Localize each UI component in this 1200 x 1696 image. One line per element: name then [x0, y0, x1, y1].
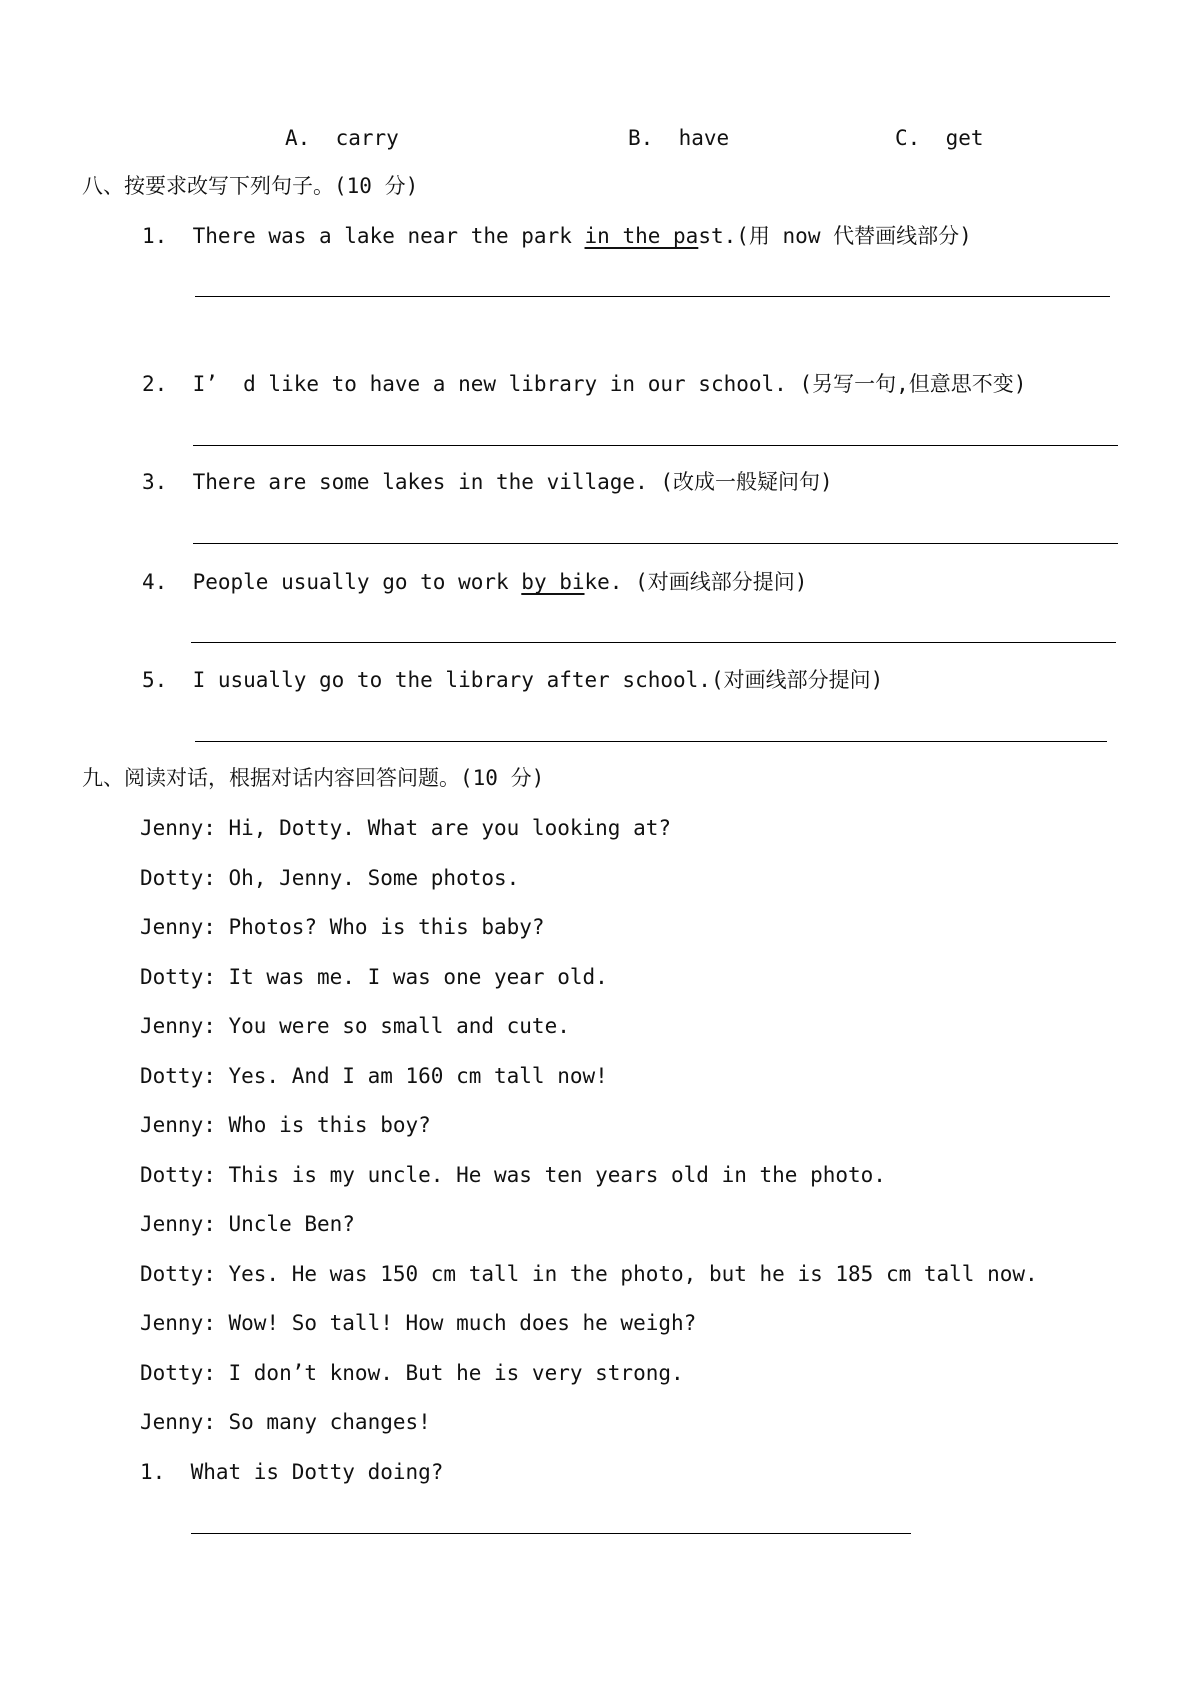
dialogue-line: Jenny: Hi, Dotty. What are you looking at?: [140, 816, 672, 840]
question-8-2: 2. I’ d like to have a new library in our school. (另写一句,但意思不变): [142, 372, 1027, 396]
answer-line-8-5[interactable]: [195, 741, 1107, 742]
question-8-4-instruction: ke. (对画线部分提问): [584, 570, 808, 594]
dialogue-line: Jenny: Uncle Ben?: [140, 1212, 355, 1236]
question-8-4-underlined: by bi: [521, 570, 585, 594]
question-8-1-text: 1. There was a lake near the park: [142, 224, 585, 248]
option-c: C. get: [895, 126, 984, 150]
question-9-1: 1. What is Dotty doing?: [140, 1460, 444, 1484]
section-8-heading: 八、按要求改写下列句子。(10 分): [82, 174, 419, 198]
option-b: B. have: [628, 126, 730, 150]
question-8-5: 5. I usually go to the library after school.(对画线部分提问): [142, 668, 884, 692]
question-8-3: 3. There are some lakes in the village. (改成一般疑问句): [142, 470, 833, 494]
dialogue-line: Dotty: Yes. And I am 160 cm tall now!: [140, 1064, 608, 1088]
question-8-4-text: 4. People usually go to work: [142, 570, 522, 594]
dialogue-line: Jenny: Who is this boy?: [140, 1113, 431, 1137]
question-8-1: [142, 226, 972, 247]
answer-line-8-1[interactable]: [195, 296, 1110, 297]
dialogue-line: Dotty: It was me. I was one year old.: [140, 965, 608, 989]
dialogue-line: Dotty: This is my uncle. He was ten years old in the photo.: [140, 1163, 886, 1187]
dialogue-line: Jenny: Photos? Who is this baby?: [140, 915, 545, 939]
dialogue-line: Dotty: Oh, Jenny. Some photos.: [140, 866, 520, 890]
dialogue-line: Dotty: I don’t know. But he is very strong.: [140, 1361, 684, 1385]
question-8-1-instruction: st.(用 now 代替画线部分): [698, 224, 972, 248]
answer-line-8-2[interactable]: [193, 445, 1118, 446]
option-a: A. carry: [285, 126, 399, 150]
answer-line-9-1[interactable]: [191, 1533, 911, 1534]
dialogue-line: Jenny: So many changes!: [140, 1410, 431, 1434]
question-8-4: [142, 572, 807, 593]
dialogue-line: Jenny: Wow! So tall! How much does he weigh?: [140, 1311, 697, 1335]
dialogue-line: Jenny: You were so small and cute.: [140, 1014, 570, 1038]
question-8-1-underlined: in the pa: [584, 224, 699, 248]
answer-line-8-4[interactable]: [191, 642, 1116, 643]
section-9-heading: 九、阅读对话，根据对话内容回答问题。(10 分): [82, 766, 545, 790]
answer-line-8-3[interactable]: [193, 543, 1118, 544]
dialogue-line: Dotty: Yes. He was 150 cm tall in the photo, but he is 185 cm tall now.: [140, 1262, 1038, 1286]
